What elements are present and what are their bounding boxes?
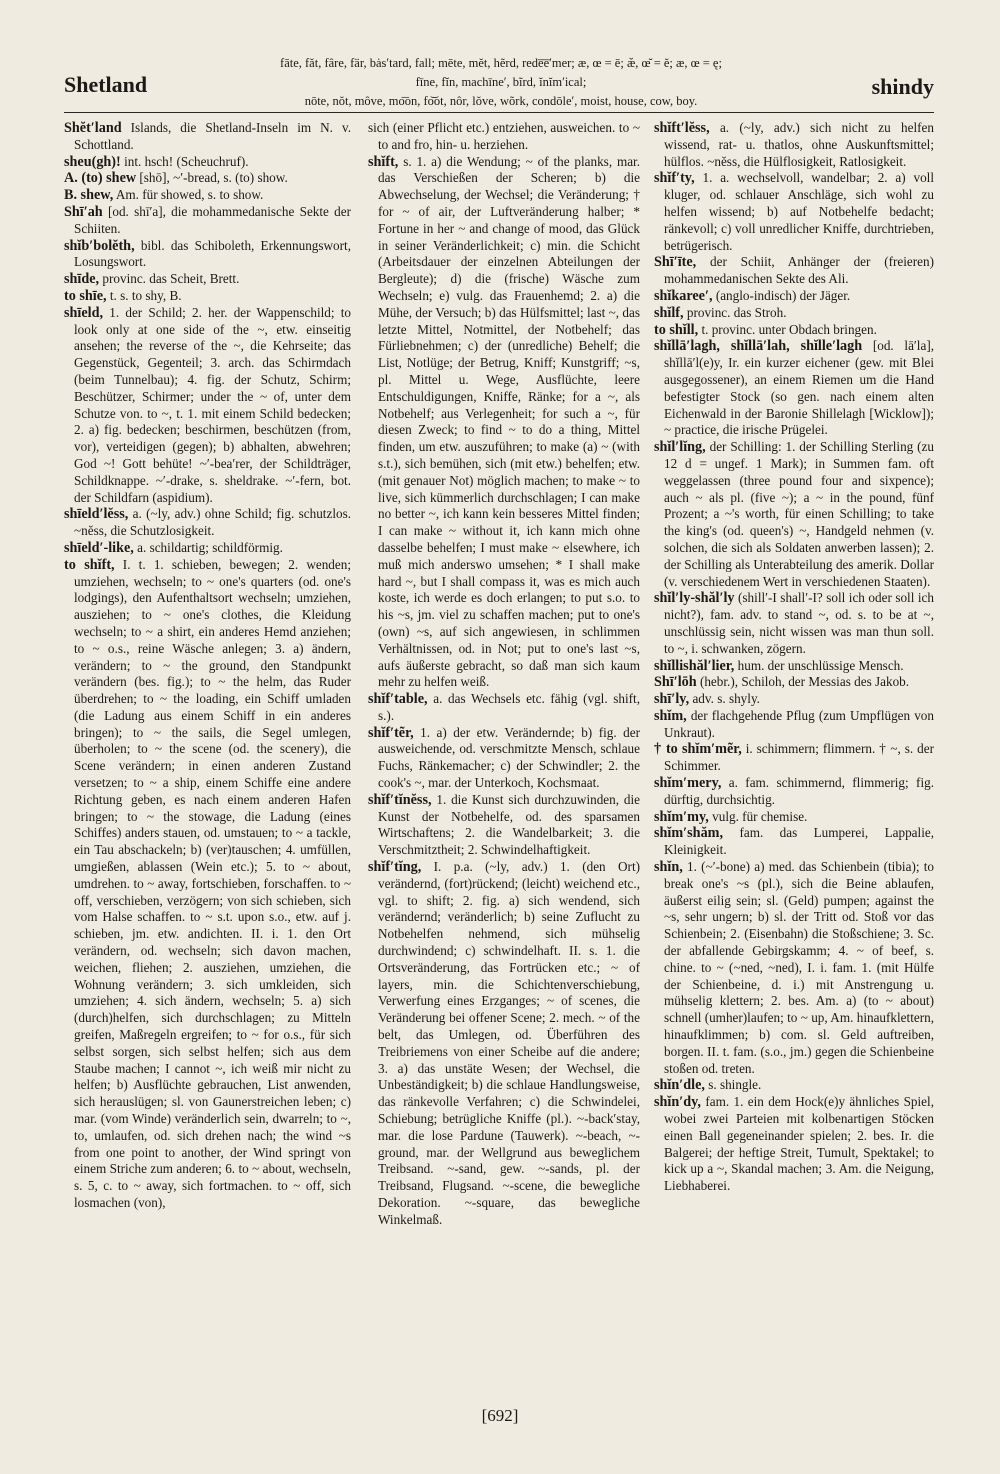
dictionary-entry [654,338,934,439]
entry-headword: shĭn′dy, [654,1094,701,1111]
entry-headword: sheu(gh)! [64,153,121,170]
dictionary-entry [64,557,351,1212]
entry-headword: shĭkaree′, [654,287,713,304]
entry-definition: provinc. das Stroh. [686,304,787,320]
dictionary-entry [368,859,640,1229]
dictionary-entry [64,238,351,272]
dictionary-entry [368,725,640,792]
entry-definition: a. (~ly, adv.) sich nicht zu helfen wissend, rat- u. thatlos, ohne Auskunftsmittel; hülflos. ~nĕss, die Hülflosigkeit, Ratlosigkeit. [664,120,934,169]
pronunciation-key-line: fāte, făt, fâre, fär, bȧs′tard, fall; mēte, mĕt, hẽrd, rede̅e̅′mer; æ, œ = ē; æ̆, œ̆ = ĕ; æ, œ = ę; [280,56,722,70]
entry-definition: hum. der unschlüssige Mensch. [737,657,904,673]
entry-definition: Am. für showed, s. to show. [115,187,264,203]
dictionary-entry [654,254,934,288]
dictionary-entry [654,439,934,590]
dictionary-entry [368,154,640,692]
dictionary-entry [368,691,640,725]
entry-definition: a. (~ly, adv.) ohne Schild; fig. schutzlos. ~nĕss, die Schutzlosigkeit. [74,506,351,539]
entry-definition: sich (einer Pflicht etc.) entziehen, ausweichen. to ~ to and fro, hin- u. herziehen. [368,120,640,152]
entry-definition: adv. s. shyly. [692,691,760,707]
entry-headword: shĭlf, [654,304,684,321]
entry-headword: shĭn′dle, [654,1077,705,1094]
entry-definition: int. hsch! (Scheuchruf). [124,153,249,169]
entry-definition: a. fam. schimmernd, flimmerig; fig. dürftig, durchsichtig. [664,775,934,807]
entry-headword: shĭf′ty, [654,170,695,187]
dictionary-entry [654,859,934,1077]
entry-definition: t. s. to shy, B. [109,287,182,303]
header-rule [64,112,934,113]
dictionary-entry [654,1094,934,1195]
dictionary-entry [64,540,351,557]
entry-headword: shĭm′mery, [654,775,722,792]
entry-definition: (shill′-I shall′-I? soll ich oder soll ich nicht?), fam. adv. to stand ~, od. s. to be at ~, unschlüssig sein, nicht wissen was man thun soll. to ~, i. schwanken, zögern. [664,590,934,656]
guide-word-right: shindy [871,74,934,99]
dictionary-entry [654,658,934,675]
entry-headword: shĭf′table, [368,691,428,708]
entry-headword: Shĕt′land [64,120,122,136]
dictionary-entry [64,305,351,507]
pronunciation-key-line: nōte, nŏt, môve, mo͞on, fo͝ot, nôr, lŏve, wõrk, condōle′, moist, house, cow, boy. [304,94,698,108]
entry-definition: [od. lā′la], shĭllā′l(e)y, Ir. ein kurzer eichener (gew. mit Blei ausgegossener), an einem Riemen um die Hand befestigter Stock (so gen. nach einem alten Eichenwald in der Baronie Shillelagh [Wicklow]); ~ practice, die irische Prügelei. [664,338,934,438]
dictionary-entry [368,120,640,154]
dictionary-entry [64,506,351,540]
pronunciation-key-line: fīne, fĭn, machīne′, bĩrd, ĭnĭm′ical; [415,75,587,89]
entry-headword: shĭm, [654,707,687,724]
entry-headword: shĭb′bolĕth, [64,237,135,254]
entry-definition: I. t. 1. schieben, bewegen; 2. wenden; umziehen, wechseln; to ~ one's quarters (od. one's lodgings), den Aufenthaltsort wechseln; umziehen, ausziehen; to ~ one's clothes, die Kleidung wechseln; to ~ a shirt, ein anderes Hemd anziehen; to ~ o.s., reine Wäsche anlegen; 3. a) ändern, verändern; to ~ the ground, den Standpunkt verändern (bes. fig.); to ~ the helm, das Ruder überdrehen; to ~ the loading, ein Schiff umladen (die Ladung aus einem Schiff in ein anderes bringen); to ~ the sails, die Segel umlegen, überholen; to ~ the scene (od. the scenery), die Scene verändern; in einen anderen Zustand versetzen; to ~ a ship, einem Schiffe eine andere Richtung geben, es nach einem anderen Hafen bringen; to ~ the stowage, die Ladung (eines Schiffes) anders stauen, od. umstauen; to ~ a tackle, ein Tau abschackeln; b) (ver)tauschen; 4. umfüllen, umgießen, ablassen (Wein etc.); 5. to ~ about, umdrehen. to ~ away, fortschieben, forschaffen. to ~ off, verschieben, verzögern; von sich schieben, sich vom Halse schaffen. to ~ s.t. upon s.o., etw. auf j. schieben, jm. etw. andichten. II. i. 1. den Ort verändern, od. wechseln; sich davon machen, weichen, fliehen; 2. ausziehen, umziehen, die Wohnung verändern; 3. sich umkleiden, sich umziehen; 4. sich ändern, wechseln; 5. a) sich (durch)helfen, sich durchschlagen; zu Mitteln greifen, Maßregeln ergreifen; to ~ for o.s., für sich selbst sorgen, sich selbst helfen; sich aus dem Staube machen; I cannot ~, ich weiß mir nicht zu helfen; b) Ausflüchte gebrauchen, List anwenden, sich herauslügen; sl. von Gaunerstreichen leben; c) mar. (vom Winde) veränderlich sein, dwarreln; to ~, to, umlaufen, od. sich drehen nach; the wind ~s from one point to another, der Wind springt von einem Striche zum anderen; 6. to ~ about, wechseln, s. 5, c. to ~ away, sich fortmachen. to ~ off, sich losmachen (von), [74,556,351,1210]
entry-definition: 1. a) der etw. Verändernde; b) fig. der ausweichende, od. verschmitzte Mensch, schlaue Fuchs, Ränkemacher; c) der Schwindler; 2. the cook's ~, mar. der Unterkoch, Kochsmaat. [378,724,640,791]
entry-definition: vulg. für chemise. [712,808,808,824]
entry-headword: shĭl′ly-shăl′ly [654,590,735,607]
dictionary-entry [64,154,351,171]
entry-headword: † to shĭm′mẽr, [654,741,742,758]
entry-headword: to shĭft, [64,556,115,573]
entry-headword: shī′ly, [654,691,690,708]
column-right [654,120,934,1410]
dictionary-entry [64,204,351,238]
entry-definition: I. p.a. (~ly, adv.) 1. (den Ort) verändernd, (fort)rückend; (leicht) weichend etc., vgl. to shift; 2. fig. a) sich wendend, sich verändernd; veränderlich; b) seine Zuflucht zu Notbehelfen nehmend, sich mühselig durchwindend; c) schwindelhaft. II. s. 1. die Ortsveränderung, das Fortrücken etc.; ~ of layers, min. die Schichtenverschiebung, Verwerfung eines Erzganges; ~ of scenes, die Veränderung bei offener Scene; 2. mech. ~ of the belt, das Umlegen, od. Überführen des Treibriemens von einer Scheibe auf die andere; 3. a) das unstäte Wesen; der Wechsel, die Unbeständigkeit; b) die schlaue Handlungsweise, das ränkevolle Verfahren; c) die Schwindelei, Schiebung; betrügliche Kniffe (pl.). ~-back′stay, mar. die lose Pardune (Tauwerk). ~-beach, ~-ground, mar. der Wellgrund aus beweglichem Treibsand. ~-sand, gew. ~-sands, pl. der Treibsand, Flugsand. ~-scene, die bewegliche Dekoration. ~-square, das bewegliche Winkelmaß. [378,859,640,1227]
entry-definition: a. schildartig; schildförmig. [137,539,283,555]
entry-headword: shĭft, [368,153,399,170]
dictionary-entry [64,120,351,154]
dictionary-entry [654,809,934,826]
entry-definition: [shō], ~′-bread, s. (to) show. [139,170,288,186]
entry-headword: shĭl′lĭng, [654,439,706,456]
entry-definition: fam. das Lumperei, Lappalie, Kleinigkeit. [664,825,934,858]
entry-definition: provinc. das Scheit, Brett. [102,271,240,287]
column-middle [368,120,640,1410]
entry-definition: i. schimmern; flimmern. † ~, s. der Schimmer. [664,741,934,774]
column-left [64,120,351,1410]
entry-headword: shīeld′-like, [64,539,134,556]
entry-definition: (anglo-indisch) der Jäger. [715,287,851,303]
dictionary-entry [64,271,351,288]
entry-definition: der flachgehende Pflug (zum Umpflügen von Unkraut). [664,707,934,740]
dictionary-entry [654,288,934,305]
entry-headword: shĭf′tĭng, [368,859,422,876]
dictionary-entry [654,305,934,322]
entry-headword: Shī′lōh [654,674,697,691]
entry-headword: shĭn, [654,859,683,876]
dictionary-entry [654,825,934,859]
pronunciation-key [196,54,806,111]
entry-headword: Shī′ah [64,203,103,220]
entry-headword: shīeld, [64,304,104,321]
entry-headword: shĭllishăl′lier, [654,657,735,674]
guide-word-left: Shetland [64,72,148,97]
entry-headword: shĭm′my, [654,808,709,825]
dictionary-entry [654,775,934,809]
entry-definition: der Schilling: 1. der Schilling Sterling (zu 12 d = ungef. 1 Mark); in Summen fam. oft weggelassen (three pound four and sixpence); auch ~ als pl. (five ~); a ~ in the pound, fünf Prozent; a ~'s worth, für einen Schilling; to take the king's (od. queen's) ~, Handgeld nehmen (v. solchen, die sich als Soldaten anwerben lassen); 2. der Schilling als Unterabteilung des amerik. Dollar (v. verschiedenem Wert in verschiedenen Staaten). [664,439,934,589]
entry-headword: shĭf′tĭnĕss, [368,791,432,808]
entry-headword: shĭf′tẽr, [368,724,414,741]
dictionary-entry [368,792,640,859]
entry-definition: bibl. das Schiboleth, Erkennungswort, Losungswort. [74,237,351,270]
entry-headword: shīeld′lĕss, [64,506,129,523]
entry-definition: t. provinc. unter Obdach bringen. [701,321,877,337]
entry-definition: 1. a. wechselvoll, wandelbar; 2. a) voll kluger, od. schlauer Anschläge, sich wohl zu helfen wissend; b) auf Notbehelfe bedacht; ränkevoll; c) voll unredlicher Kniffe, durchtrieben, betrügerisch. [664,170,934,253]
entry-headword: shĭllā′lagh, shĭllā′lah, shĭlle′lagh [654,338,863,355]
entry-definition: Islands, die Shetland-Inseln im N. v. Schottland. [74,120,351,152]
entry-definition: fam. 1. ein dem Hock(e)y ähnliches Spiel, wobei zwei Parteien mit kolbenartigen Stöcken einen Ball gegeneinander spielen; 2. bes. Ir. die Balgerei; der heftige Streit, Tumult, Spektakel; to kick up a ~, Skandal machen; 3. Am. die Neigung, Liebhaberei. [664,1094,934,1194]
dictionary-entry [64,187,351,204]
entry-headword: shīde, [64,271,100,288]
dictionary-entry [654,708,934,742]
entry-definition: a. das Wechsels etc. fähig (vgl. shift, s.). [378,691,640,723]
page-number: [692] [481,1406,519,1425]
dictionary-entry [654,120,934,170]
dictionary-entry [64,170,351,187]
dictionary-entry [654,590,934,657]
dictionary-entry [654,170,934,254]
entry-definition: s. shingle. [708,1077,762,1093]
entry-headword: shĭft′lĕss, [654,120,710,136]
dictionary-entry [64,288,351,305]
dictionary-entry [654,674,934,691]
entry-headword: to shīe, [64,287,107,304]
dictionary-entry [654,691,934,708]
entry-headword: to shĭll, [654,321,699,338]
entry-definition: s. 1. a) die Wendung; ~ of the planks, mar. das Verschießen der Scheren; b) die Abwechselung, der Wechsel; die Veränderung; † for ~ of air, der Luftveränderung halber; * Fortune in her ~ and change of mood, das Glück in seiner Veränderlichkeit; c) min. die Schicht (Arbeitsdauer der einzelnen Abteilungen der Bergleute); d) die (frische) Wäsche zum Wechseln; e) vulg. das Frauenhemd; 2. a) die Mühe, der Versuch; b) das Hülfsmittel; last ~, das letzte Mittel, Notmittel, der Notbehelf; das Fürliebnehmen; c) der (unredliche) Behelf; die List, Notlüge; der Betrug, Kniff; Kunstgriff; ~s, pl. Mittel u. Wege, Ausflüchte, leere Entschuldigungen, Kniffe, Ränke; for a ~, als Notbehelf; aus Verlegenheit; for such a ~, für diesen Zweck; to find ~ to do a thing, Mittel finden, um etw. auszuführen; to make (a) ~ (with s.t.), sich bemühen, sich (mit etw.) behelfen; etw. (mit genauer Not) möglich machen; to make ~ to live, sich kümmerlich durchschlagen; I can make no better ~, ich kann kein besseres Mittel finden; I can make ~ without it, ich kann mich ohne dasselbe behelfen; I must make ~ elsewhere, ich muß mich anderswo umsehen; * I shall make hard ~, but I shall compass it, was es mich auch koste, ich werde es doch erlangen; to put s.o. to his ~s, jm. viel zu schaffen machen; put to one's (own) ~s, auf sich angewiesen, in schlimmen Verhältnissen, od. in Not; put to one's last ~s, aufs äußerste gebracht, so daß man sich kaum mehr zu helfen weiß. [378,153,640,690]
entry-definition: 1. die Kunst sich durchzuwinden, die Kunst der Notbehelfe, od. des sparsamen Wirtschaftens; 2. die Wandelbarkeit; 3. die Verschmitztheit; 2. Schwindelhaftigkeit. [378,791,640,858]
dictionary-entry [654,322,934,339]
entry-definition: (hebr.), Schiloh, der Messias des Jakob. [699,674,910,690]
entry-headword: Shī′īte, [654,254,697,271]
entry-definition: [od. shī′a], die mohammedanische Sekte der Schiiten. [74,203,351,236]
entry-definition: 1. der Schild; 2. her. der Wappenschild; to look only at one side of the ~, etw. einseitig ansehen; the reverse of the ~, die Kehrseite; das Gegenstück, Gegenteil; 3. arch. das Schirmdach (beim Tunnelbau); 4. fig. der Schutz, Schirm; Beschützer, Schirmer; under the ~ of, unter dem Schutze von. to ~, t. 1. mit einem Schild bedecken; 2. a) fig. bedecken; beschirmen, beschützen (from, vor), verteidigen (gegen); b) abhalten, abwehren; God ~! Gott behüte! ~′-bea′rer, der Schildträger, Schildknappe. ~′-drake, s. sheldrake. ~′-fern, bot. der Schildfarn (aspidium). [74,304,351,505]
entry-headword: B. shew, [64,187,114,204]
entry-definition: der Schiit, Anhänger der (freieren) mohammedanischen Sekte des Ali. [664,254,934,287]
dictionary-entry [654,1077,934,1094]
dictionary-entry [654,741,934,775]
entry-headword: shĭm′shăm, [654,825,724,842]
entry-headword: A. (to) shew [64,170,137,187]
entry-definition: 1. (~′-bone) a) med. das Schienbein (tibia); to break one's ~s (pl.), sich die Beine ablaufen, äußerst eilig sein; sl. (Geld) pumpen; against the ~s, sehr ungern; b) sl. der Tritt od. Stoß vor das Schienbein; 2. (Eisenbahn) die Stoßschiene; 3. Sc. der abfallende Gebirgskamm; 4. ~ of beef, s. chine. to ~ (~ned, ~ned), I. i. fam. 1. (mit Hülfe der Schienbeine, d. i.) mit Anstrengung u. mühselig klettern; 2. bes. Am. a) (to ~ about) schnell (umher)laufen; to ~ up, Am. hinaufklettern, hinaufklimmen; b) com. sl. Geld auftreiben, borgen. II. t. fam. (s.o., jm.) gegen die Schienbeine stoßen od. treten. [664,859,934,1076]
